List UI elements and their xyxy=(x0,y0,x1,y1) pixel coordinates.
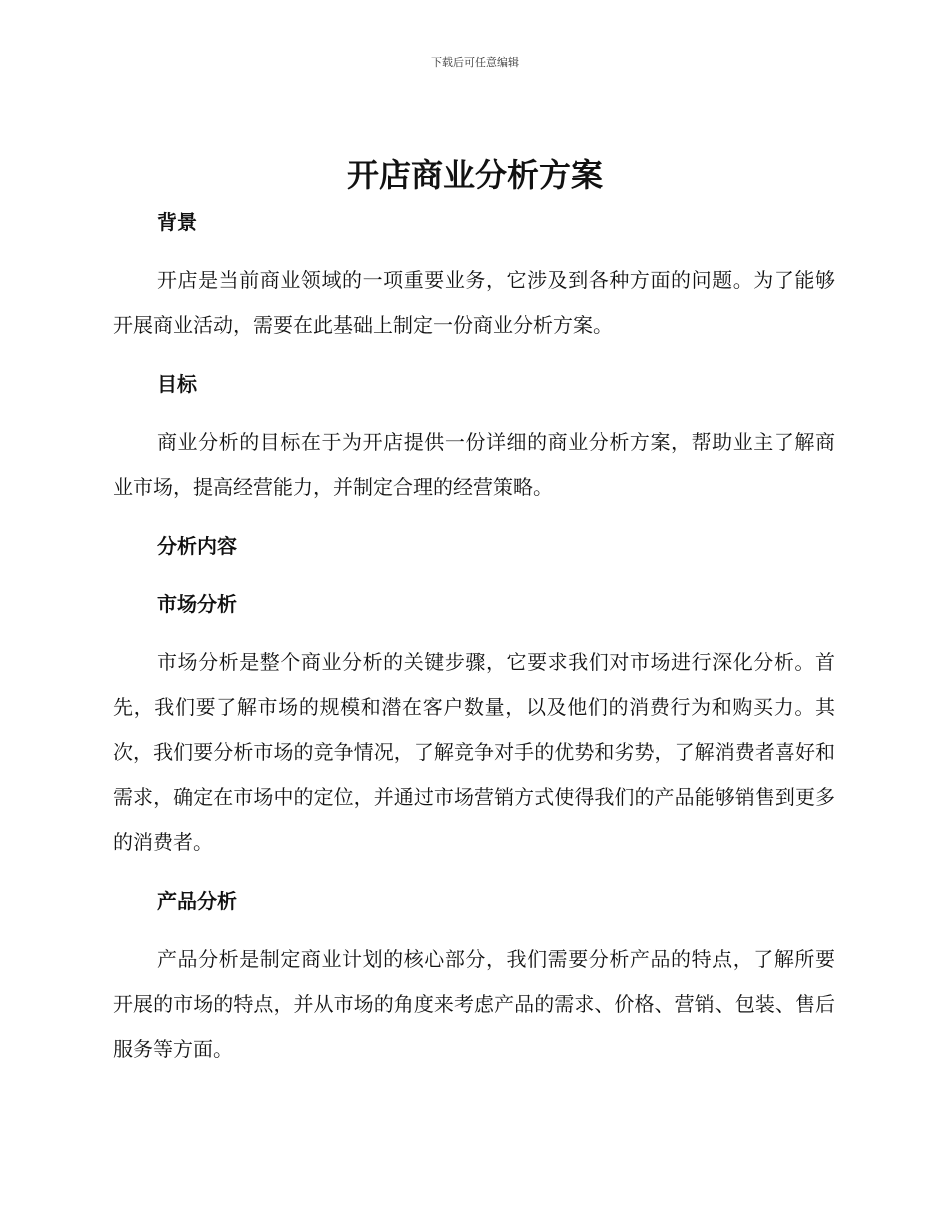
section-paragraph-product-analysis: 产品分析是制定商业计划的核心部分，我们需要分析产品的特点，了解所要开展的市场的特点，并从市场的角度来考虑产品的需求、价格、营销、包装、售后服务等方面。 xyxy=(113,947,835,1061)
page-header-note: 下载后可任意编辑 xyxy=(431,56,519,69)
section-paragraph-market-analysis: 市场分析是整个商业分析的关键步骤，它要求我们对市场进行深化分析。首先，我们要了解市场的规模和潜在客户数量，以及他们的消费行为和购买力。其次，我们要分析市场的竞争情况，了解竞争对手的优势和劣势，了解消费者喜好和需求，确定在市场中的定位，并通过市场营销方式使得我们的产品能够销售到更多的消费者。 xyxy=(113,650,835,854)
section-heading-goal: 目标 xyxy=(157,372,197,396)
section-paragraph-background: 开店是当前商业领域的一项重要业务，它涉及到各种方面的问题。为了能够开展商业活动，需要在此基础上制定一份商业分析方案。 xyxy=(113,268,835,337)
document-body xyxy=(113,200,835,1072)
section-heading-market-analysis: 市场分析 xyxy=(157,592,237,616)
section-heading-background: 背景 xyxy=(157,210,197,234)
section-paragraph-goal: 商业分析的目标在于为开店提供一份详细的商业分析方案，帮助业主了解商业市场，提高经营能力，并制定合理的经营策略。 xyxy=(113,430,835,499)
section-heading-analysis-content: 分析内容 xyxy=(157,534,237,558)
document-title: 开店商业分析方案 xyxy=(346,156,603,194)
section-heading-product-analysis: 产品分析 xyxy=(157,889,237,913)
